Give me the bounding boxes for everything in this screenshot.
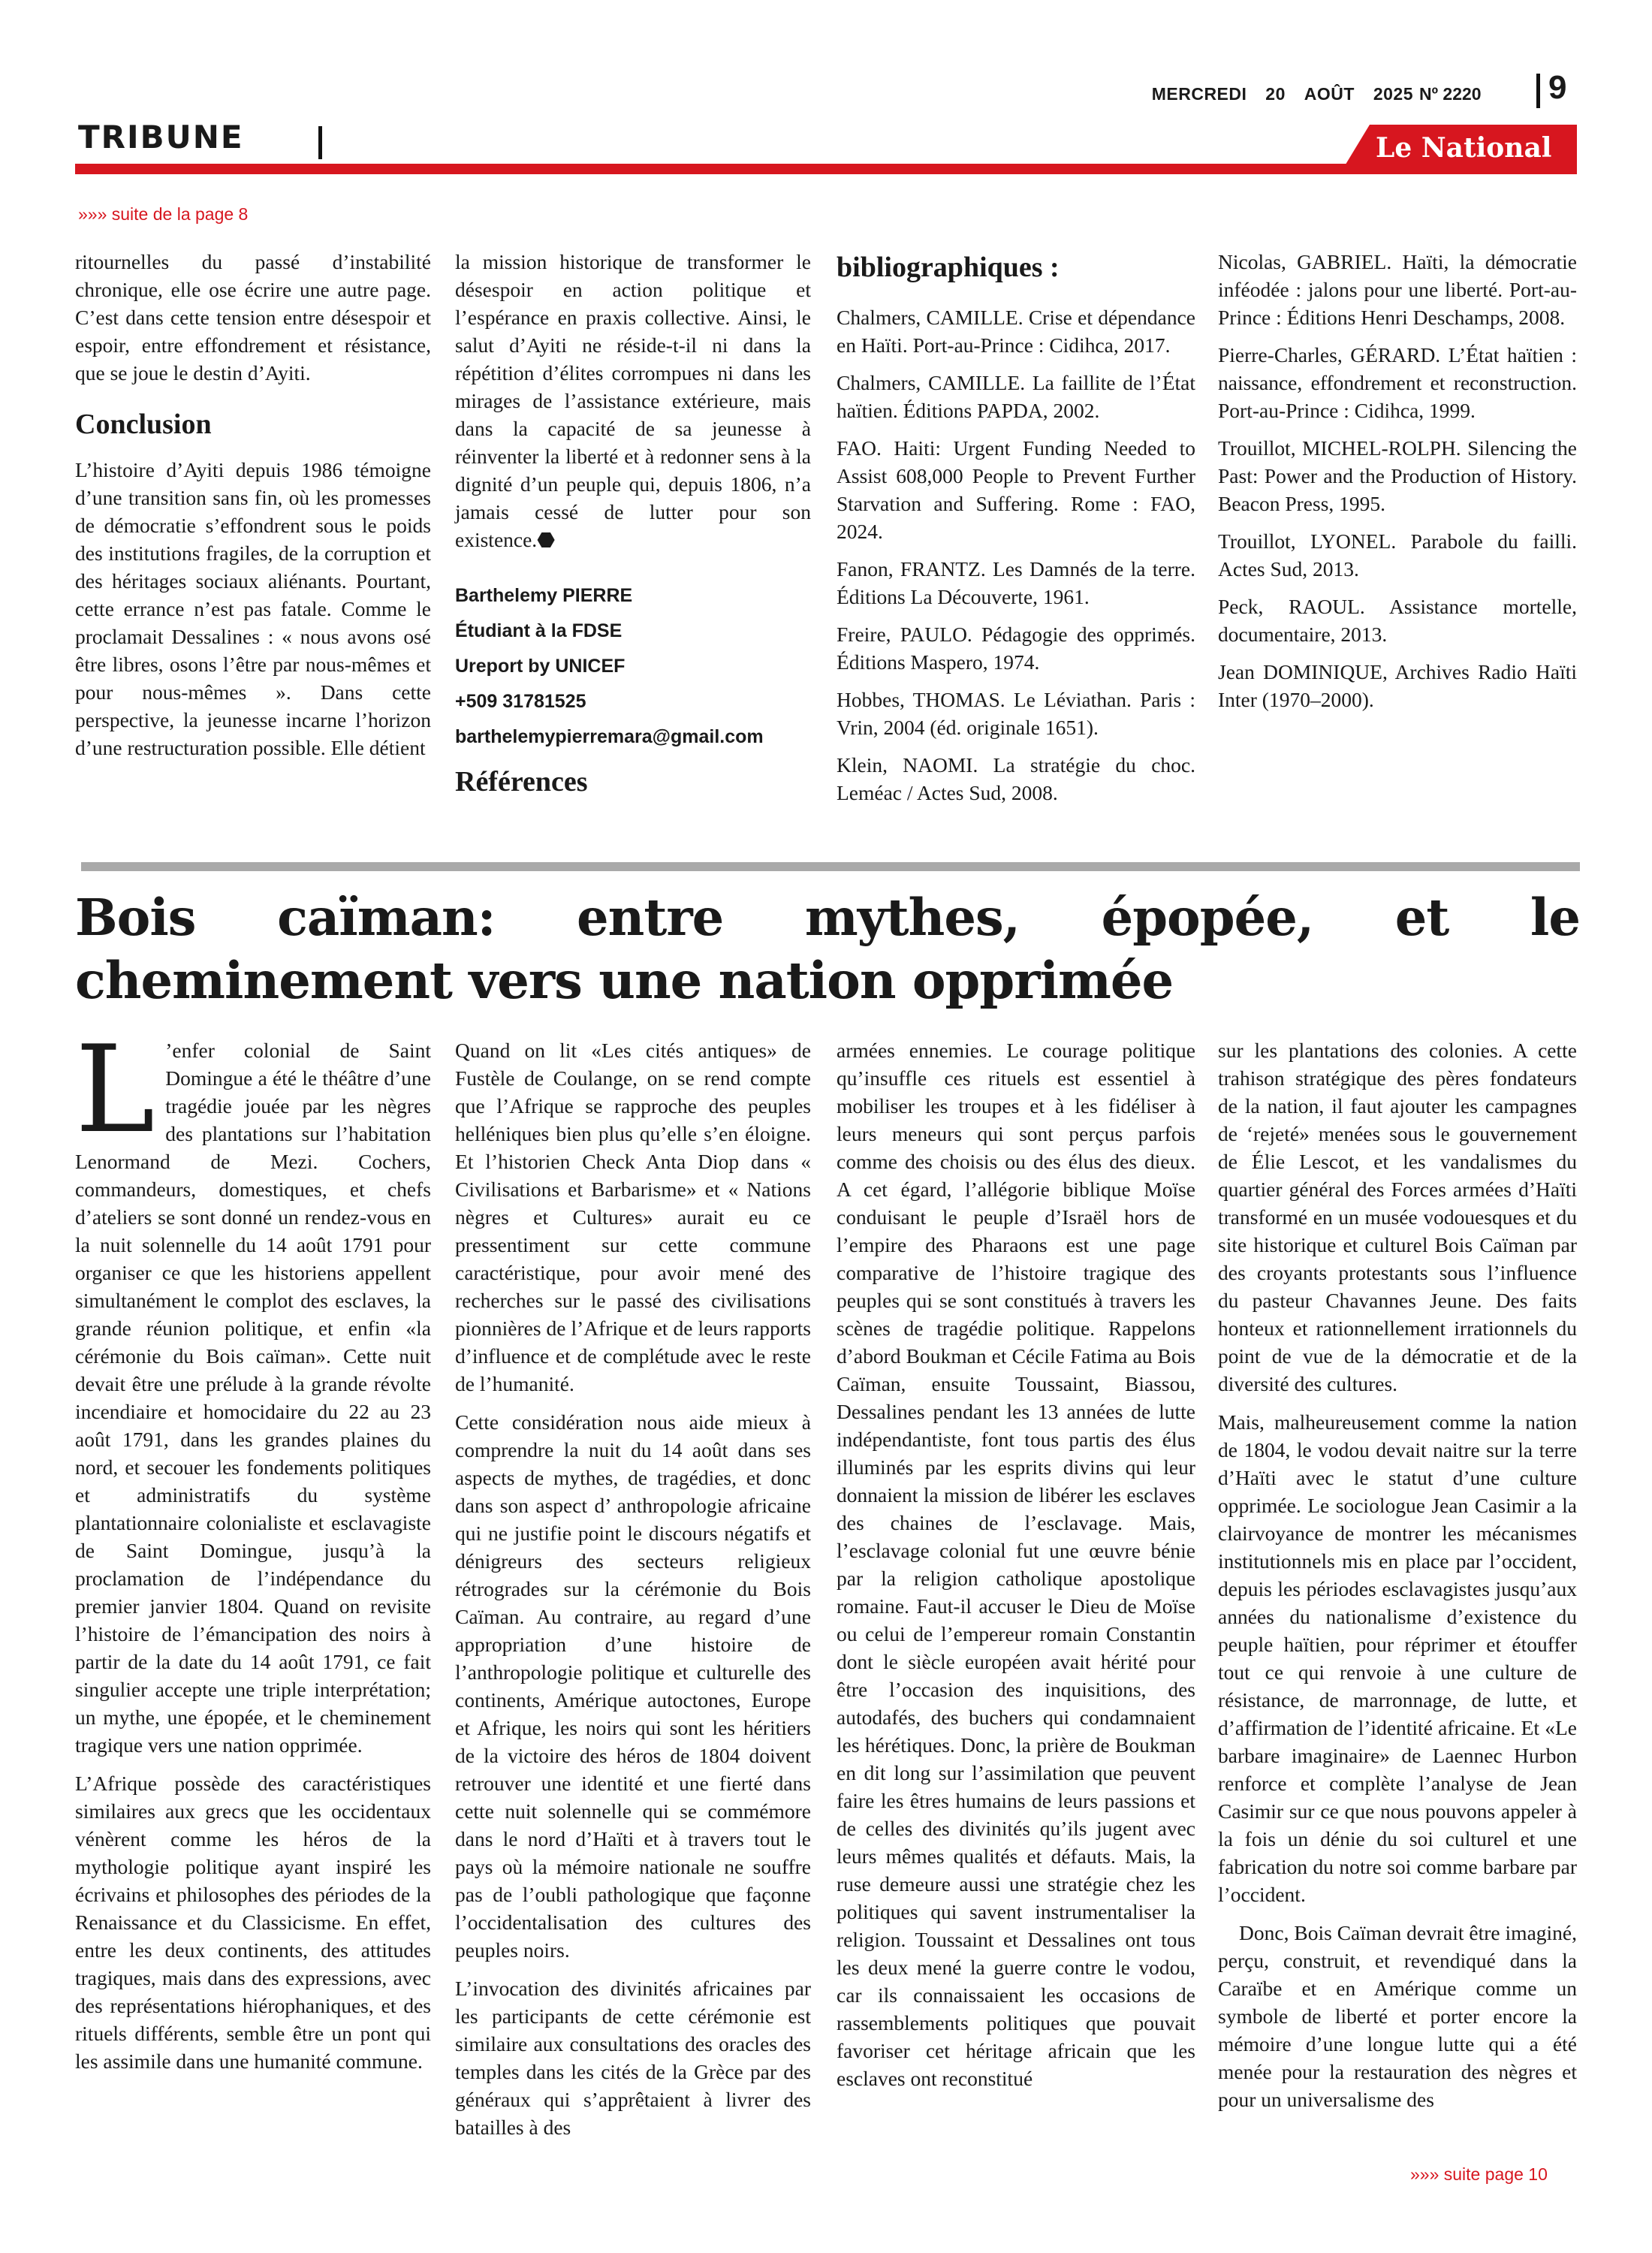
paragraph: la mission historique de transformer le désespoir en action politique et l’espérance en praxis collective. Ainsi, le salut d’Ayiti ne réside-t-il ni dans la répétition d’élites corrompues ni dans les mirages de l’assistance extérieure, mais dans la capacité de sa jeunesse à réinventer la liberté et à redonner sens à la dignité d’un peuple qui, depuis 1806, n’a jamais cessé de lutter pour son existence.⬣: [455, 250, 811, 551]
bibliography-entry: Chalmers, CAMILLE. La faillite de l’État haïtien. Éditions PAPDA, 2002.: [837, 371, 1195, 422]
section-title: TRIBUNE: [78, 119, 244, 155]
newspaper-brand: Le National: [1376, 132, 1552, 164]
bibliography-entry: Pierre-Charles, GÉRARD. L’État haïtien : naissance, effondrement et reconstruction. Port-au-Prince : Cidihca, 1999.: [1218, 343, 1577, 422]
bibliography-column-1: [837, 251, 1195, 816]
issue-number: Nº 2220: [1419, 84, 1482, 104]
references-heading: Références: [455, 766, 588, 798]
article-column-3: [837, 1036, 1195, 2103]
date-day: MERCREDI: [1151, 84, 1247, 104]
bibliography-entry: Fanon, FRANTZ. Les Damnés de la terre. Éditions La Découverte, 1961.: [837, 557, 1195, 608]
bibliography-heading: bibliographiques :: [837, 252, 1060, 283]
top-article-column-1: [75, 248, 431, 772]
paragraph: L’invocation des divinités africaines par les participants de cette cérémonie est similaire aux consultations des oracles des temples dans les cités de la Grèce par des généraux qui s’apprêtaient à livrer des batailles à des: [455, 1977, 811, 2139]
bibliography-entry: Trouillot, LYONEL. Parabole du failli. Actes Sud, 2013.: [1218, 529, 1577, 581]
bibliography-entry: Nicolas, GABRIEL. Haïti, la démocratie inféodée : jalons pour une liberté. Port-au-Prince : Éditions Henri Deschamps, 2008.: [1218, 250, 1577, 329]
paragraph: L’histoire d’Ayiti depuis 1986 témoigne d’une transition sans fin, où les promesses de démocratie s’effondrent sous le poids des institutions fragiles, de la corruption et des héritages sociaux aliénants. Pourtant, cette errance n’est pas fatale. Comme le proclamait Dessalines : « nous avons osé être libres, osons l’être par nous-mêmes et pour nous-mêmes ». Dans cette perspective, la jeunesse incarne l’horizon d’une restructuration possible. Elle détient: [75, 458, 431, 759]
article-column-4: [1218, 1036, 1577, 2124]
paragraph: ritournelles du passé d’instabilité chronique, elle ose écrire une autre page. C’est dans cette tension entre désespoir et espoir, entre effondrement et résistance, que se joue le destin d’Ayiti.: [75, 250, 431, 385]
continued-to-link[interactable]: »»» suite page 10: [1410, 2164, 1548, 2184]
bibliography-entry: Jean DOMINIQUE, Archives Radio Haïti Inter (1970–2000).: [1218, 660, 1577, 711]
conclusion-heading: Conclusion: [75, 409, 212, 440]
paragraph: Donc, Bois Caïman devrait être imaginé, perçu, construit, et revendiqué dans la Caraïbe et en Amérique comme un symbole de liberté et porter encore la mémoire d’une longue lutte qui a été menée pour la restauration des nègres et pour un universalisme des: [1218, 1921, 1577, 2111]
bibliography-entry: Trouillot, MICHEL-ROLPH. Silencing the Past: Power and the Production of History. Beacon Press, 1995.: [1218, 436, 1577, 515]
author-name: Barthelemy PIERRE: [455, 585, 633, 606]
article-column-2: [455, 1036, 811, 2152]
author-byline: [455, 584, 811, 749]
date-month: AOÛT: [1304, 84, 1355, 104]
dropcap: L: [75, 1019, 155, 1160]
paragraph: Mais, malheureusement comme la nation de 1804, le vodou devait naitre sur la terre d’Haïti avec le statut d’une culture opprimée. Le sociologue Jean Casimir a la clairvoyance de montrer les mécanismes institutionnels mis en place par l’occident, depuis les périodes esclavagistes jusqu’aux années du nationalisme d’existence du peuple haïtien, pour réprimer et étouffer tout ce qui renvoie à une culture de résistance, de marronnage, de lutte, et d’affirmation de l’identité africaine. Et «Le barbare imaginaire» de Laennec Hurbon renforce et complète l’analyse de Jean Casimir sur ce que nous pouvons appeler à la fois un dénie du soi culturel et une fabrication du notre soi comme barbare par l’occident.: [1218, 1410, 1577, 1906]
paragraph: Cette considération nous aide mieux à comprendre la nuit du 14 août dans ses aspects de mythes, de tragédies, et donc dans son aspect d’ anthropologie africaine qui ne justifie point le discours négatifs et dénigreurs des secteurs religieux rétrogrades sur la cérémonie du Bois Caïman. Au contraire, au regard d’une appropriation d’une histoire de l’anthropologie politique et culturelle des continents, Amérique autoctones, Europe et Afrique, les noirs qui sont les héritiers de la victoire des héros de 1804 doivent retrouver une identité et une fierté dans cette nuit solennelle qui se commémore dans le nord d’Haïti et à travers tout le pays où la mémoire nationale ne souffre pas de l’oubli pathologique que façonne l’occidentalisation des cultures des peuples noirs.: [455, 1410, 811, 1962]
article-divider: [81, 862, 1580, 871]
header-divider: [1536, 74, 1540, 108]
article-headline: Bois caïman: entre mythes, épopée, et le cheminement vers une nation opprimée: [75, 888, 1580, 1010]
section-divider: [318, 126, 322, 159]
bibliography-entry: Peck, RAOUL. Assistance mortelle, documentaire, 2013.: [1218, 595, 1577, 646]
bibliography-entry: FAO. Haiti: Urgent Funding Needed to Assist 608,000 People to Prevent Further Starvation and Suffering. Rome : FAO, 2024.: [837, 436, 1195, 543]
paragraph: L’Afrique possède des caractéristiques similaires aux grecs que les occidentaux vénèrent comme les héros de la mythologie politique ayant inspiré les écrivains et philosophes des périodes de la Renaissance et du Classicisme. En effet, entre les deux continents, des attitudes tragiques, mais dans des expressions, avec des représentations hiérophaniques, et des rituels différents, semble être un pont qui les assimile dans une humanité commune.: [75, 1772, 431, 2073]
top-article-column-2: [455, 248, 811, 813]
paragraph: Quand on lit «Les cités antiques» de Fustèle de Coulange, on se rend compte que l’Afrique se rapproche des peuples helléniques bien plus qu’elle s’en éloigne. Et l’historien Check Anta Diop dans « Civilisations et Barbarisme» et « Nations nègres et Cultures» aurait eu ce pressentiment sur cette commune caractéristique, pour avoir mené des recherches sur le passé des civilisations pionnières de l’Afrique et de leurs rapports d’influence et de complétude avec le reste de l’humanité.: [455, 1039, 811, 1395]
bibliography-entry: Klein, NAOMI. La stratégie du choc. Leméac / Actes Sud, 2008.: [837, 753, 1195, 804]
bibliography-entry: Hobbes, THOMAS. Le Léviathan. Paris : Vrin, 2004 (éd. originale 1651).: [837, 688, 1195, 739]
bibliography-column-2: [1218, 248, 1577, 723]
paragraph-text: ’enfer colonial de Saint Domingue a été le théâtre d’une tragédie jouée par les nègres des plantations sur l’habitation Lenormand de Mezi. Cochers, commandeurs, domestiques, et chefs d’ateliers se sont donné un rendez-vous en la nuit solennelle du 14 août 1791 pour organiser ce que les historiens appellent simultanément le complot des esclaves, la grande réunion politique, et enfin «la cérémonie du Bois caïman». Cette nuit devait être une prélude à la grande révolte incendiaire et homocidaire du 22 au 23 août 1791, dans les grandes plaines du nord, et secouer les fondements politiques et administratifs du système plantationnaire colonialiste et esclavagiste de Saint Domingue, jusqu’à la proclamation de l’indépendance du premier janvier 1804. Quand on revisite l’histoire de l’émancipation des noirs à partir de la date du 14 août 1791, ce fait singulier accepte une triple interprétation; un mythe, une épopée, et le cheminement tragique vers une nation opprimée.: [75, 1039, 431, 1757]
bibliography-entry: Chalmers, CAMILLE. Crise et dépendance en Haïti. Port-au-Prince : Cidihca, 2017.: [837, 306, 1195, 357]
date-line: [1138, 84, 1413, 104]
author-phone: +509 31781525: [455, 691, 586, 712]
paragraph: sur les plantations des colonies. A cette trahison stratégique des pères fondateurs de la nation, il faut ajouter les campagnes de ‘rejeté» menées sous le gouvernement de Élie Lescot, et les vandalismes du quartier général des Forces armées d’Haïti transformé en un musée vodouesques et du site historique et culturel Bois Caïman par des croyants protestants sous l’influence du pasteur Chavannes Jeune. Des faits honteux et rationnellement irrationnels du point de vue de la démocratie et de la diversité des cultures.: [1218, 1039, 1577, 1395]
page-number: 9: [1548, 69, 1567, 106]
date-year: 2025: [1373, 84, 1413, 104]
paragraph: armées ennemies. Le courage politique qu’insuffle ces rituels est essentiel à mobiliser les troupes et à les fidéliser à leurs meneurs qui sont perçus parfois comme des choisis ou des élus des dieux. A cet égard, l’allégorie biblique Moïse conduisant le peuple d’Israël hors de l’empire des Pharaons est une page comparative de l’histoire tragique des peuples qui se sont constitués à travers les scènes de tragédie politique. Rappelons d’abord Boukman et Cécile Fatima au Bois Caïman, ensuite Toussaint, Biassou, Dessalines pendant les 13 années de lutte indépendantiste, font tous partis des élus illuminés par les esprits divins qui leur donnaient la mission de libérer les esclaves des chaines de l’esclavage. Mais, l’esclavage colonial fut une œuvre bénie par la religion catholique apostolique romaine. Faut-il accuser le Dieu de Moïse ou celui de l’empereur romain Constantin dont le siècle européen avait hérité pour être l’occasion des inquisitions, des autodafés, des buchers qui condamnaient les hérétiques. Donc, la prière de Boukman en dit long sur l’assimilation que peuvent faire les êtres humains de leurs passions et de celles des divinités qu’ils jugent avec leurs mêmes qualités et défauts. Mais, la ruse demeure aussi une stratégie chez les politiques qui savent instrumentaliser la religion. Toussaint et Dessalines ont tous les deux mené la guerre contre le vodou, car ils connaissaient les occasions de rassemblements politiques que pouvait favoriser cet héritage africain que les esclaves ont reconstitué: [837, 1039, 1195, 2090]
bibliography-entry: Freire, PAULO. Pédagogie des opprimés. Éditions Maspero, 1974.: [837, 623, 1195, 674]
article-column-1: [75, 1019, 431, 2086]
continued-from-link[interactable]: »»» suite de la page 8: [78, 204, 249, 224]
author-organization: Ureport by UNICEF: [455, 656, 626, 677]
date-num: 20: [1265, 84, 1286, 104]
author-email[interactable]: barthelemypierremara@gmail.com: [455, 726, 764, 747]
author-affiliation: Étudiant à la FDSE: [455, 620, 623, 641]
paragraph: [75, 1019, 431, 1759]
